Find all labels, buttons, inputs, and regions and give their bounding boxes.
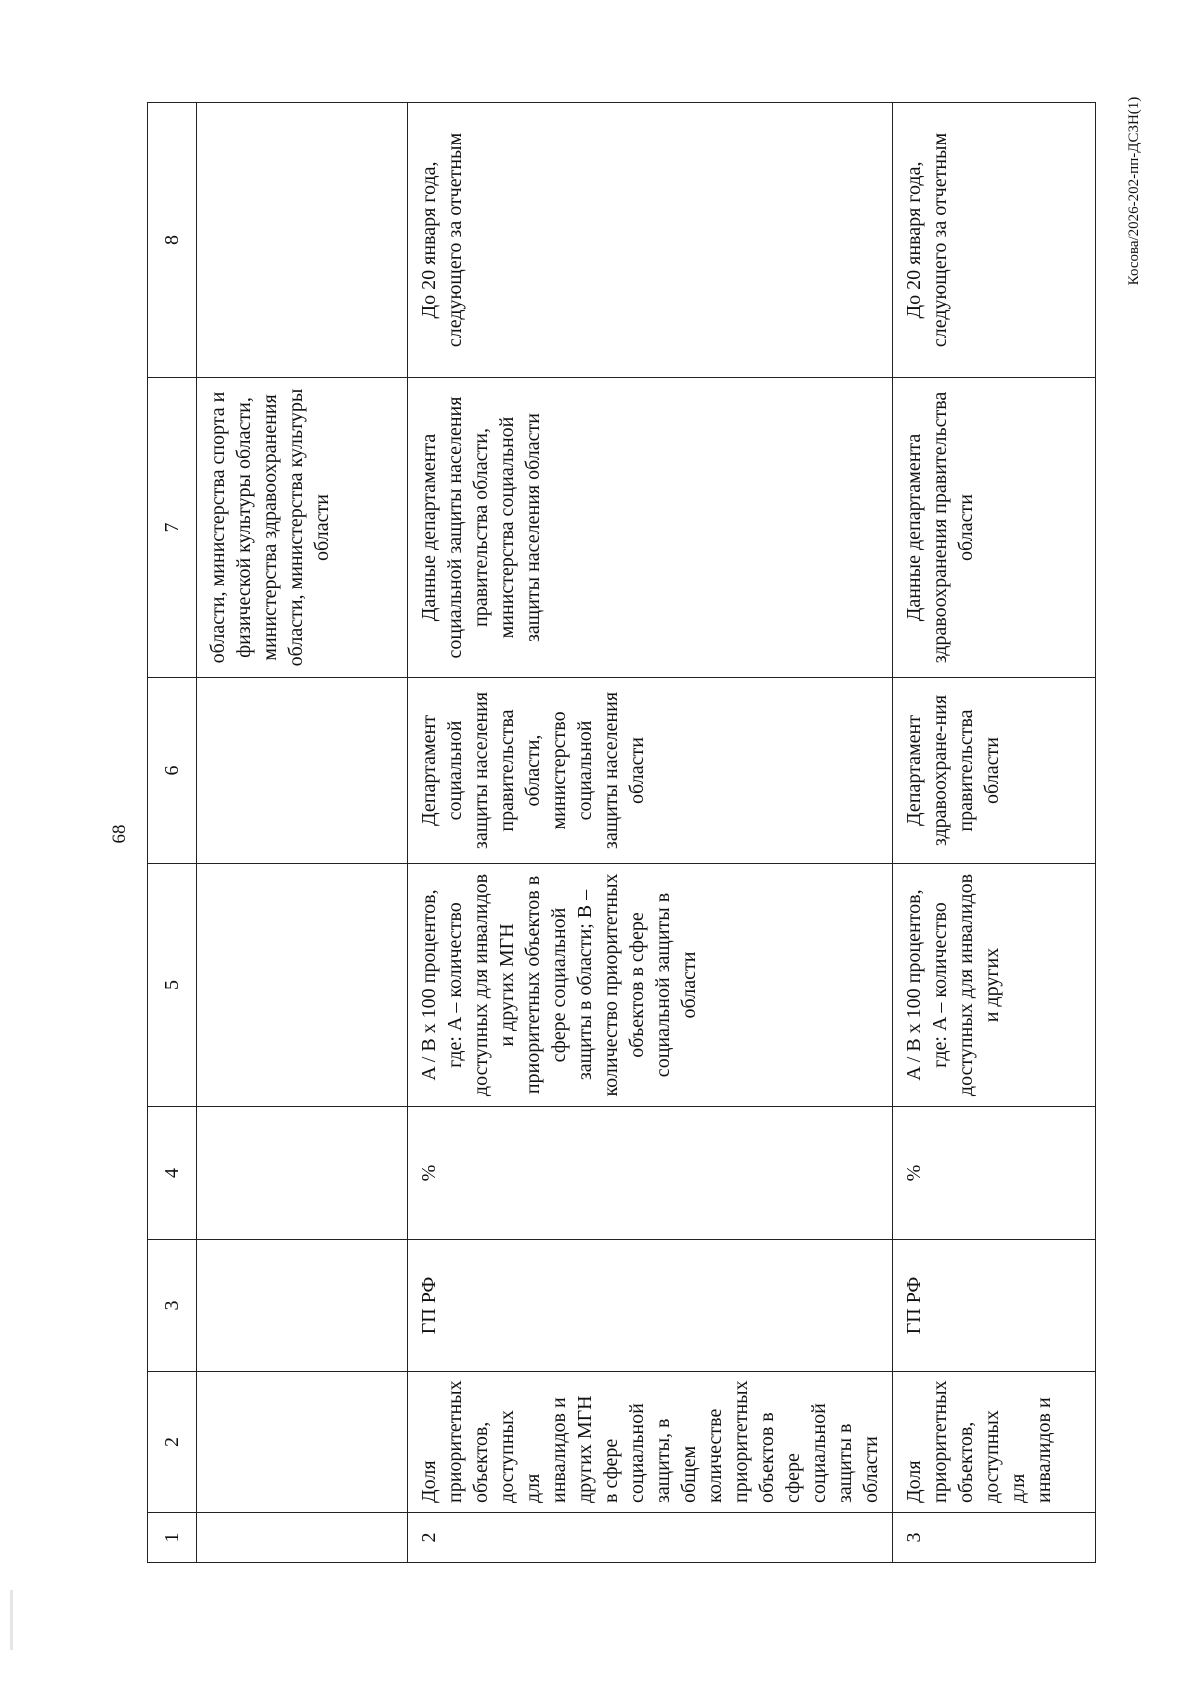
deadline-cell: До 20 января года, следующего за отчетным — [893, 103, 1096, 378]
document-code: Косова/2026-202-пп-ДСЗН(1) — [1126, 96, 1142, 286]
indicator-cell: Доля приоритетных объектов, доступных для инвалидов и других МГН в сфере социальной защиты, в общем количестве приоритетных объектов в сфере социальной защиты в области — [408, 1372, 893, 1513]
table-row — [893, 103, 1096, 1563]
page-number: 68 — [109, 824, 130, 844]
table-cell — [197, 103, 408, 378]
indicators-table-wrapper — [147, 103, 1079, 1563]
data-source-cell: области, министерства спорта и физической культуры области, министерства здравоохранения области, министерства культуры области — [197, 378, 408, 678]
formula-cell: A / B x 100 процентов, где: A – количество доступных для инвалидов и других — [893, 864, 1096, 1107]
deadline-cell: До 20 января года, следующего за отчетным — [408, 103, 893, 378]
scan-margin-mark — [10, 1590, 13, 1650]
table-row-continuation — [197, 103, 408, 1563]
formula-cell: A / B x 100 процентов, где: A – количество доступных для инвалидов и других МГН приоритетных объектов в сфере социальной защиты в области; B – количество приоритетных объектов в сфере социальной защиты в области — [408, 864, 893, 1107]
row-number-cell: 2 — [408, 1513, 893, 1563]
column-header: 8 — [148, 103, 197, 378]
column-header: 1 — [148, 1513, 197, 1563]
indicators-table — [147, 102, 1096, 1563]
row-number-cell: 3 — [893, 1513, 1096, 1563]
column-header: 2 — [148, 1372, 197, 1513]
table-header-row — [148, 103, 197, 1563]
column-header: 6 — [148, 678, 197, 864]
table-cell — [197, 1372, 408, 1513]
table-cell — [197, 1107, 408, 1240]
source-cell: ГП РФ — [893, 1240, 1096, 1372]
unit-cell: % — [893, 1107, 1096, 1240]
unit-cell: % — [408, 1107, 893, 1240]
responsible-cell: Департамент социальной защиты населения правительства области, министерство социальной защиты населения области — [408, 678, 893, 864]
source-cell: ГП РФ — [408, 1240, 893, 1372]
column-header: 4 — [148, 1107, 197, 1240]
data-source-cell: Данные департамента социальной защиты населения правительства области, министерства социальной защиты населения области — [408, 378, 893, 678]
table-cell — [197, 1240, 408, 1372]
data-source-cell: Данные департамента здравоохранения правительства области — [893, 378, 1096, 678]
table-cell — [197, 864, 408, 1107]
table-cell — [197, 1513, 408, 1563]
indicator-cell: Доля приоритетных объектов, доступных для инвалидов и — [893, 1372, 1096, 1513]
responsible-cell: Департамент здравоохране-ния правительства области — [893, 678, 1096, 864]
column-header: 7 — [148, 378, 197, 678]
table-cell — [197, 678, 408, 864]
column-header: 3 — [148, 1240, 197, 1372]
table-row — [408, 103, 893, 1563]
column-header: 5 — [148, 864, 197, 1107]
